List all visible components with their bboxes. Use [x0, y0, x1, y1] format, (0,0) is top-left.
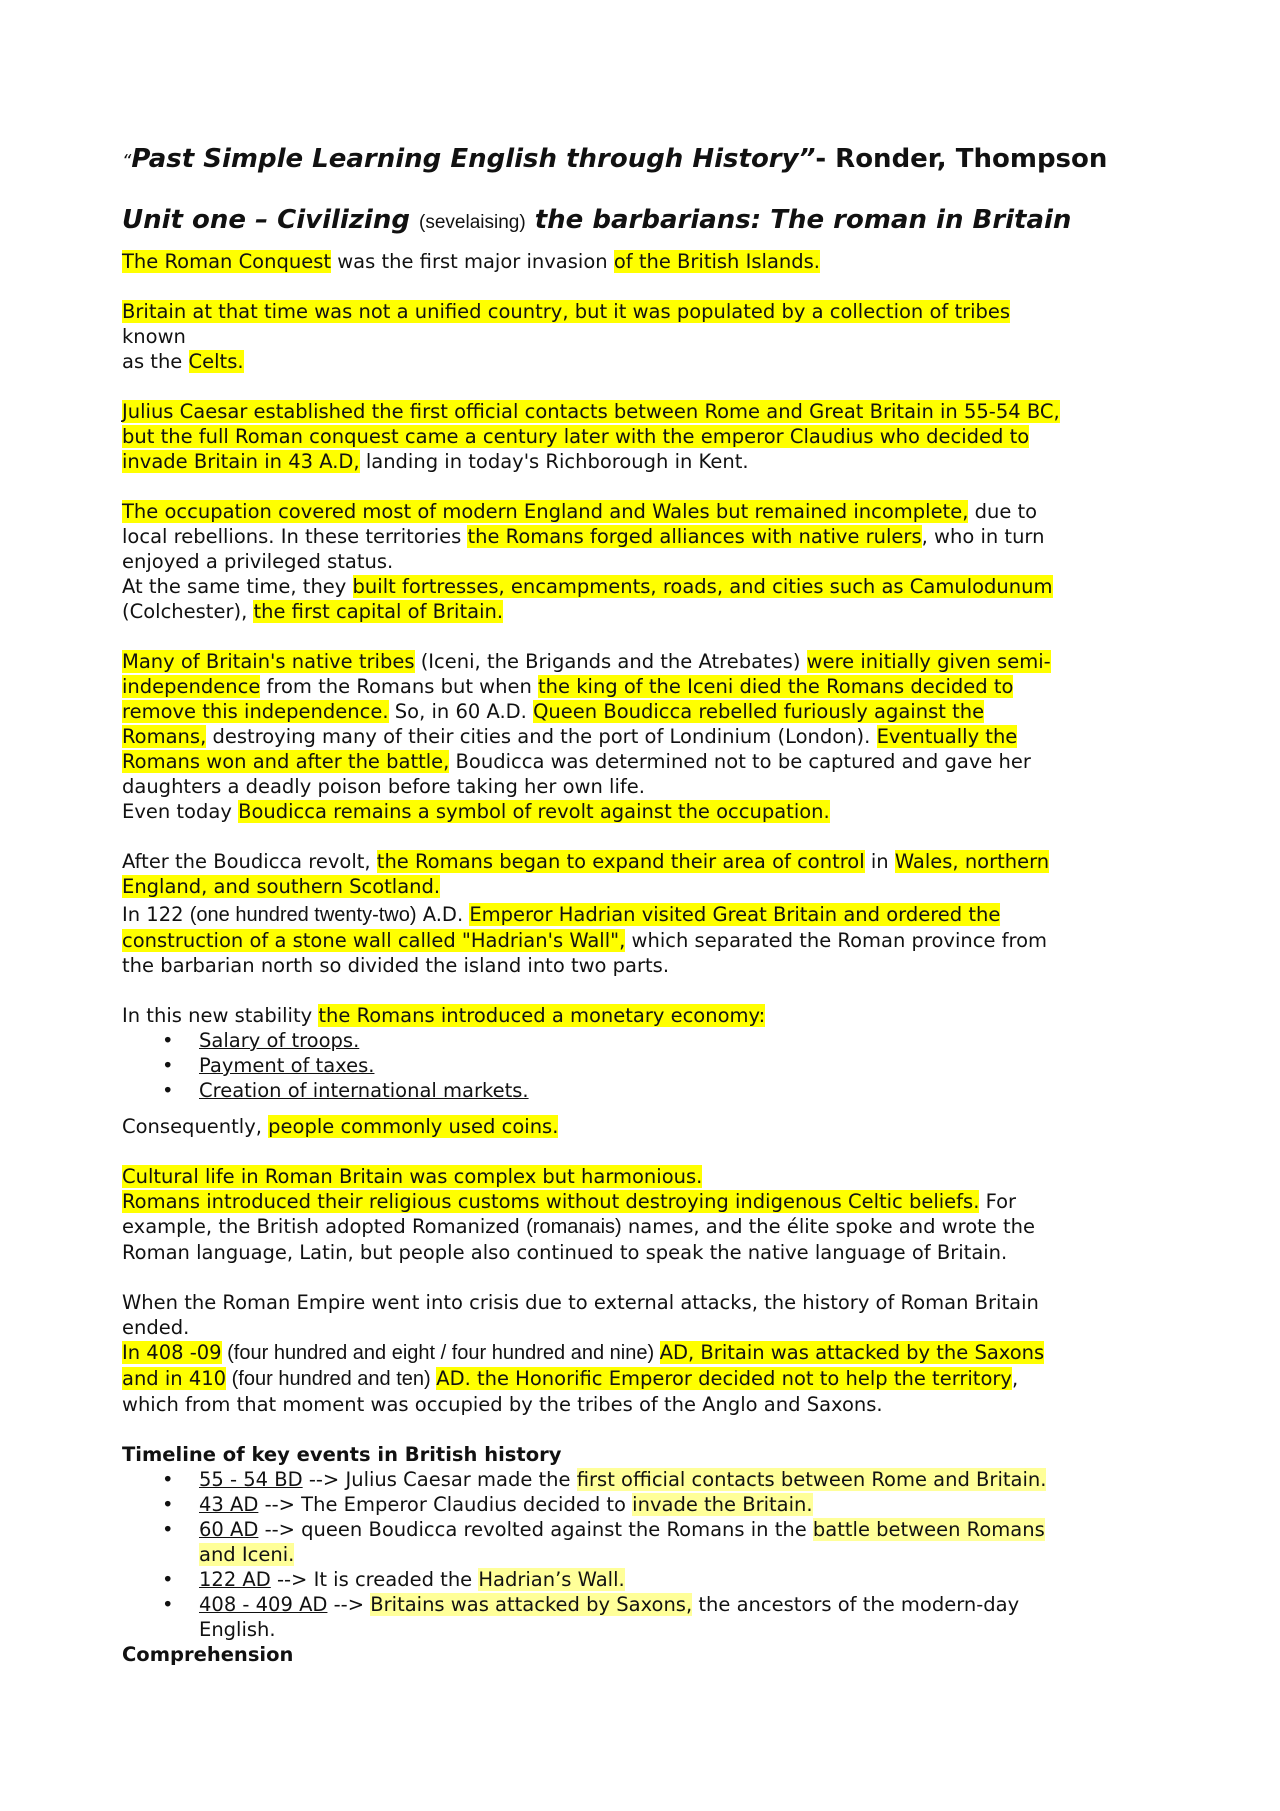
highlight: Many of Britain's native tribes: [122, 650, 415, 673]
text: the barbarian north so divided the island into two parts.: [122, 954, 670, 977]
highlight: AD. the Honorific Emperor decided not to help the territory: [436, 1367, 1012, 1390]
highlight: remove this independence.: [122, 700, 389, 723]
bullet-icon: •: [162, 1593, 174, 1616]
highlight: Romans,: [122, 725, 207, 748]
text: Salary of troops.: [199, 1029, 360, 1052]
highlight: Britain at that time was not a unified country, but it was populated by a collection of tribes: [122, 300, 1011, 323]
date: 55 - 54 BD: [199, 1468, 303, 1491]
text: known: [122, 325, 186, 348]
unit-heading-part1: Unit one – Civilizing: [122, 205, 420, 235]
text: Creation of international markets.: [199, 1079, 529, 1102]
highlight: Hadrian’s Wall.: [478, 1568, 625, 1591]
highlight: Romans won and: [122, 750, 296, 773]
text: enjoyed a privileged status.: [122, 550, 394, 573]
highlight: Boudicca remains a symbol of revolt against the occupation.: [238, 800, 830, 823]
text: Consequently,: [122, 1115, 269, 1138]
highlight: The Roman Conquest: [122, 250, 332, 273]
highlight: first official contacts between Rome and Britain.: [576, 1468, 1047, 1491]
timeline-heading: Timeline of key events in British history: [122, 1443, 562, 1466]
timeline-item: [122, 1492, 1182, 1517]
bullet-icon: •: [162, 1493, 174, 1516]
bullet-icon: •: [162, 1568, 174, 1591]
paragraph-boudicca: [122, 649, 1182, 824]
paragraph-end-roman-britain: [122, 1290, 1182, 1417]
title-authors: - Ronder, Thompson: [815, 144, 1108, 174]
pronunciation-note: (four hundred and ten): [226, 1368, 437, 1390]
bullet-icon: •: [162, 1079, 174, 1102]
text: English.: [199, 1618, 276, 1641]
text: daughters a deadly poison before taking her own life.: [122, 775, 645, 798]
text: When the Roman Empire went into crisis due to external attacks, the history of Roman Britain: [122, 1291, 1039, 1314]
paragraph-celts: [122, 299, 1182, 374]
text: in: [864, 850, 895, 873]
highlight: Celts.: [188, 350, 244, 373]
document-content: [122, 140, 1182, 1667]
pronunciation-note: (romanais): [526, 1216, 622, 1238]
highlight: but the full Roman conquest came a century later with the emperor Claudius who decided to: [122, 425, 1030, 448]
highlight: Wales, northern: [894, 850, 1050, 873]
text: which from that moment was occupied by the tribes of the Anglo and Saxons.: [122, 1393, 883, 1416]
date: 122 AD: [199, 1568, 271, 1591]
highlight: Cultural life in Roman Britain was complex but harmonious.: [122, 1165, 703, 1188]
unit-heading-part2: the barbarians: The roman in Britain: [525, 205, 1072, 235]
text: was the first major invasion: [331, 250, 614, 273]
text: which separated the Roman province from: [625, 929, 1048, 952]
list-item: [122, 1028, 1182, 1053]
text: Even today: [122, 800, 239, 823]
highlight: Britains was attacked by Saxons,: [370, 1593, 693, 1616]
list-item: [122, 1078, 1182, 1103]
text: --> queen Boudicca revolted against the Romans in the: [258, 1518, 813, 1541]
document-title: [122, 140, 1182, 181]
highlight: the Romans introduced a monetary economy:: [318, 1004, 766, 1027]
text: landing in today's Richborough in Kent.: [359, 450, 749, 473]
text: After the Boudicca revolt,: [122, 850, 377, 873]
paragraph-occupation: [122, 499, 1182, 624]
comprehension-heading: Comprehension: [122, 1643, 294, 1666]
highlight: independence: [122, 675, 261, 698]
text: the ancestors of the modern-day: [692, 1593, 1020, 1616]
text: Roman language, Latin, but people also continued to speak the native language of Britain.: [122, 1241, 1008, 1264]
highlight: battle between Romans: [812, 1518, 1045, 1541]
highlight: the Romans began to expand their area of control: [376, 850, 865, 873]
text: Boudicca was determined not to be captured and gave her: [449, 750, 1031, 773]
highlight: and in 410: [122, 1367, 227, 1390]
paragraph-roman-conquest: [122, 249, 1182, 274]
timeline-item: [122, 1567, 1182, 1592]
text: So, in 60 A.D.: [388, 700, 534, 723]
text: (Iceni, the Brigands and the Atrebates): [414, 650, 807, 673]
highlight: people commonly used coins.: [268, 1115, 559, 1138]
text: example, the British adopted Romanized: [122, 1215, 527, 1238]
text: (Colchester),: [122, 600, 254, 623]
text: names, and the élite spoke and wrote the: [621, 1215, 1035, 1238]
highlight: built fortresses, encampments, roads, and cities such as Camulodunum: [352, 575, 1053, 598]
text: , who in turn: [921, 525, 1045, 548]
timeline-section: [122, 1442, 1182, 1667]
highlight: the Romans forged alliances with native rulers: [467, 525, 922, 548]
timeline-item: [122, 1592, 1182, 1642]
timeline-list: [122, 1467, 1182, 1642]
text: --> Julius Caesar made the: [302, 1468, 577, 1491]
bullet-icon: •: [162, 1468, 174, 1491]
highlight: The occupation covered most of modern England and Wales but remained incomplete,: [122, 500, 969, 523]
text: A.D.: [416, 903, 470, 926]
highlight: and Iceni.: [199, 1543, 295, 1566]
highlight: Emperor Hadrian visited Great Britain and ordered the: [469, 903, 1001, 926]
text: from the Romans but when: [260, 675, 539, 698]
highlight: In 408 -09: [122, 1341, 222, 1364]
text: In 122: [122, 903, 190, 926]
date: 408 - 409 AD: [199, 1593, 328, 1616]
paragraph-economy: [122, 1003, 1182, 1139]
highlight: were initially given semi-: [806, 650, 1051, 673]
highlight: Julius Caesar established the first official contacts between Rome and Great Britain in 55-54 BC,: [122, 400, 1060, 423]
text: -->: [327, 1593, 371, 1616]
highlight: construction of a stone wall called "Hadrian's Wall",: [122, 929, 626, 952]
text: For: [979, 1190, 1017, 1213]
text: local rebellions. In these territories: [122, 525, 468, 548]
text: --> It is creaded the: [270, 1568, 479, 1591]
paragraph-culture: [122, 1164, 1182, 1265]
text: Payment of taxes.: [199, 1054, 375, 1077]
paragraph-hadrian: [122, 849, 1182, 978]
text: In this new stability: [122, 1004, 319, 1027]
text: as the: [122, 350, 189, 373]
bullet-icon: •: [162, 1029, 174, 1052]
pronunciation-note: (sevelaising): [419, 212, 526, 233]
text: ,: [1011, 1367, 1019, 1390]
unit-heading: [122, 200, 1182, 243]
text: At the same time, they: [122, 575, 353, 598]
economy-list: [122, 1028, 1182, 1103]
text: --> The Emperor Claudius decided to: [258, 1493, 633, 1516]
pronunciation-note: (four hundred and eight / four hundred and nine): [221, 1342, 660, 1364]
highlight: invade Britain in 43 A.D,: [122, 450, 360, 473]
list-item: [122, 1053, 1182, 1078]
text: ended.: [122, 1316, 190, 1339]
date: 60 AD: [199, 1518, 259, 1541]
highlight: Eventually the: [876, 725, 1018, 748]
paragraph-julius-caesar: [122, 399, 1182, 474]
date: 43 AD: [199, 1493, 259, 1516]
highlight: of the British Islands.: [613, 250, 820, 273]
timeline-item: [122, 1517, 1182, 1567]
highlight: the king of the Iceni died the Romans decided to: [538, 675, 1014, 698]
highlight: Romans introduced their religious customs without destroying indigenous Celtic beliefs.: [122, 1190, 980, 1213]
bullet-icon: •: [162, 1518, 174, 1541]
pronunciation-note: (one hundred twenty-two): [189, 904, 417, 926]
highlight: AD, Britain was attacked by the Saxons: [659, 1341, 1045, 1364]
title-main: Past Simple Learning English through History”: [131, 144, 816, 174]
highlight: invade the Britain.: [632, 1493, 813, 1516]
open-quote: “: [122, 151, 132, 172]
timeline-item: [122, 1467, 1182, 1492]
bullet-icon: •: [162, 1054, 174, 1077]
highlight: after the battle,: [295, 750, 450, 773]
highlight: Queen Boudicca rebelled furiously against the: [533, 700, 985, 723]
highlight: the first capital of Britain.: [253, 600, 504, 623]
text: destroying many of their cities and the port of Londinium (London).: [206, 725, 877, 748]
text: due to: [968, 500, 1038, 523]
highlight: England, and southern Scotland.: [122, 875, 441, 898]
